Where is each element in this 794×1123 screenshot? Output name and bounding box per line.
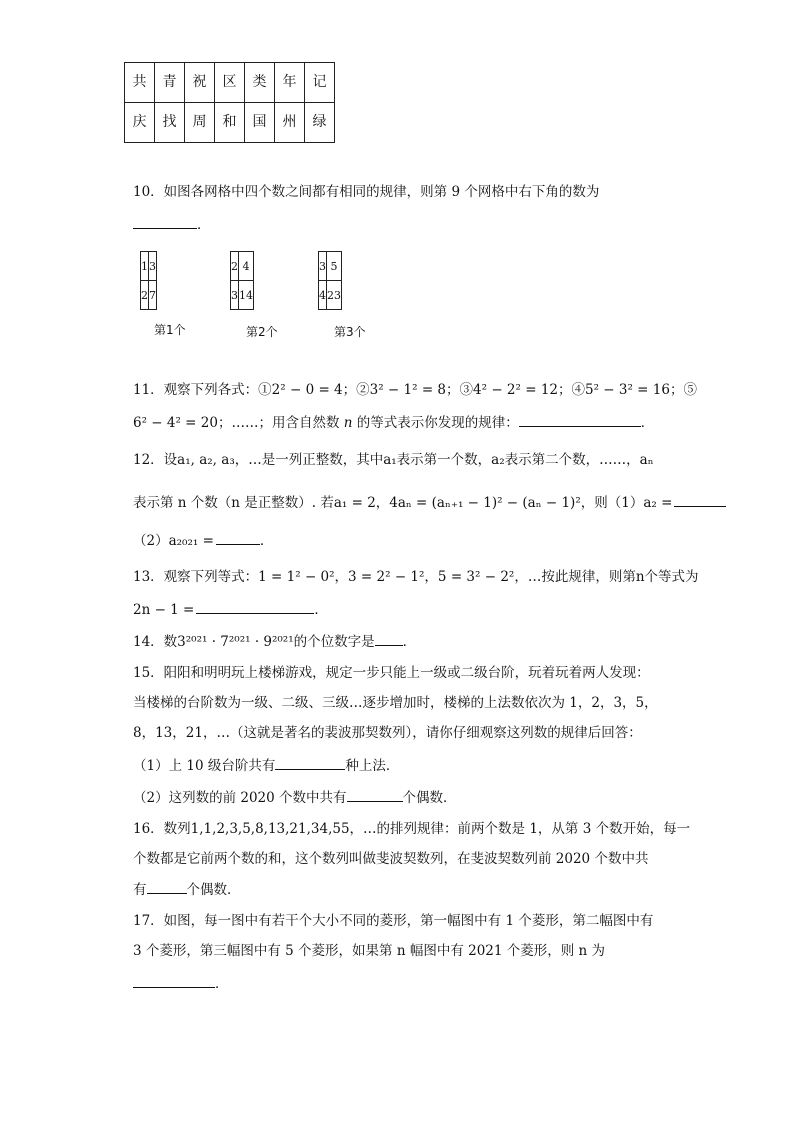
- question-15-text: 个偶数．: [402, 790, 457, 806]
- grid-cell: 3: [319, 252, 327, 281]
- grid-cell: 1: [141, 252, 149, 281]
- question-12-line-1: 12．设a₁, a₂, a₃，…是一列正整数，其中a₁表示第一个数，a₂表示第二个数，……，aₙ: [133, 452, 654, 468]
- grid-cell: 4: [239, 252, 254, 281]
- answer-blank[interactable]: [216, 530, 260, 545]
- period: ．: [314, 602, 328, 618]
- question-15-text: 种上法．: [345, 758, 400, 774]
- char-cell: 记: [305, 63, 335, 103]
- period: ．: [215, 976, 229, 992]
- grid-cell: 3: [149, 252, 157, 281]
- question-13-line-2: [133, 599, 328, 620]
- character-grid-row: [125, 63, 335, 103]
- grid-caption: 第1个: [154, 323, 186, 337]
- question-16-text: 有: [133, 882, 147, 898]
- grid-cell: 4: [319, 281, 327, 310]
- grid-cell: 2: [141, 281, 149, 310]
- character-grid-row: [125, 103, 335, 143]
- char-cell: 绿: [305, 103, 335, 143]
- question-17-line-1: 17．如图，每一图中有若干个大小不同的菱形，第一幅图中有 1 个菱形，第二幅图中有: [133, 913, 654, 929]
- grid-caption: 第3个: [334, 325, 366, 339]
- question-16-line-1: 16．数列1,1,2,3,5,8,13,21,34,55，…的排列规律：前两个数是 1，从第 3 个数开始，每一: [133, 821, 691, 837]
- char-cell: 州: [275, 103, 305, 143]
- question-14: [133, 631, 416, 652]
- answer-blank[interactable]: [133, 214, 197, 229]
- question-15-sub-2: [133, 787, 457, 808]
- char-cell: 年: [275, 63, 305, 103]
- char-cell: 和: [215, 103, 245, 143]
- answer-blank[interactable]: [375, 631, 403, 646]
- question-17-line-2: 3 个菱形，第三幅图中有 5 个菱形，如果第 n 幅图中有 2021 个菱形，则 n 为: [133, 943, 606, 959]
- question-15-text: （1）上 10 级台阶共有: [133, 758, 276, 774]
- char-cell: 国: [245, 103, 275, 143]
- question-11-line-1: 11．观察下列各式：①2² − 0 = 4；②3² − 1² = 8；③4² − 2² = 12；④5² − 3² = 16；⑤: [133, 382, 697, 398]
- grid-cell: 7: [149, 281, 157, 310]
- char-cell: 共: [125, 63, 155, 103]
- char-cell: 周: [185, 103, 215, 143]
- character-grid: [124, 62, 335, 143]
- grid-cell: 23: [327, 281, 342, 310]
- question-14-text: 14．数3²⁰²¹ · 7²⁰²¹ · 9²⁰²¹的个位数字是: [133, 634, 375, 650]
- question-16-text: 个偶数．: [186, 882, 241, 898]
- char-cell: 区: [215, 63, 245, 103]
- char-cell: 找: [155, 103, 185, 143]
- answer-blank[interactable]: [133, 973, 215, 988]
- question-10-answer-line: [133, 214, 211, 235]
- question-16-line-2: 个数都是它前两个数的和，这个数列叫做斐波契数列，在斐波契数列前 2020 个数中共: [133, 851, 649, 867]
- answer-blank[interactable]: [519, 412, 641, 427]
- question-12-line-2: [133, 492, 726, 513]
- question-15-sub-1: [133, 755, 399, 776]
- period: ．: [259, 533, 274, 549]
- question-12-text: （2）a₂₀₂₁ =: [133, 533, 214, 549]
- question-12-line-3: [133, 530, 273, 551]
- answer-blank[interactable]: [275, 755, 345, 770]
- grid-cell: 3: [231, 281, 239, 310]
- question-10-text: 10．如图各网格中四个数之间都有相同的规律，则第 9 个网格中右下角的数为: [133, 184, 600, 200]
- question-13-line-1: 13．观察下列等式：1 = 1² − 0²，3 = 2² − 1²，5 = 3² − 2²，…按此规律，则第n个等式为: [133, 569, 699, 585]
- question-15-text: （2）这列数的前 2020 个数中共有: [133, 790, 347, 806]
- question-11-text: 6² − 4² = 20；……；用含自然数: [133, 415, 344, 431]
- question-16-line-3: [133, 879, 241, 900]
- answer-blank[interactable]: [674, 492, 726, 507]
- char-cell: 庆: [125, 103, 155, 143]
- grid-caption: 第2个: [246, 325, 278, 339]
- answer-blank[interactable]: [196, 599, 314, 614]
- period: ．: [402, 634, 417, 650]
- char-cell: 类: [245, 63, 275, 103]
- question-11-text: 的等式表示你发现的规律：: [352, 415, 519, 431]
- grid-cell: 14: [239, 281, 254, 310]
- question-11-line-2: [133, 412, 654, 433]
- question-15-line-1: 15．阳阳和明明玩上楼梯游戏，规定一步只能上一级或二级台阶，玩着玩着两人发现：: [133, 665, 650, 681]
- answer-blank[interactable]: [347, 787, 403, 802]
- question-15-line-2: 当楼梯的台阶数为一级、二级、三级…逐步增加时，楼梯的上法数依次为 1，2，3，5，: [133, 695, 658, 711]
- period: ．: [640, 415, 655, 431]
- grid-cell: 2: [231, 252, 239, 281]
- answer-blank[interactable]: [147, 879, 187, 894]
- number-grid-3: [318, 251, 342, 310]
- char-cell: 青: [155, 63, 185, 103]
- char-cell: 祝: [185, 63, 215, 103]
- number-grid-2: [230, 251, 254, 310]
- question-12-text: 表示第 n 个数（n 是正整数）. 若a₁ = 2，4aₙ = (aₙ₊₁ − 1)² − (aₙ − 1)²，则（1）a₂ =: [133, 495, 673, 511]
- number-grid-1: [140, 251, 157, 310]
- question-17-line-3: [133, 973, 229, 994]
- variable-n: n: [343, 415, 353, 431]
- period: ．: [197, 217, 211, 233]
- grid-cell: 5: [327, 252, 342, 281]
- question-15-line-3: 8，13，21，…（这就是著名的裴波那契数列），请你仔细观察这列数的规律后回答：: [133, 725, 642, 741]
- question-13-text: 2n − 1 =: [133, 602, 195, 618]
